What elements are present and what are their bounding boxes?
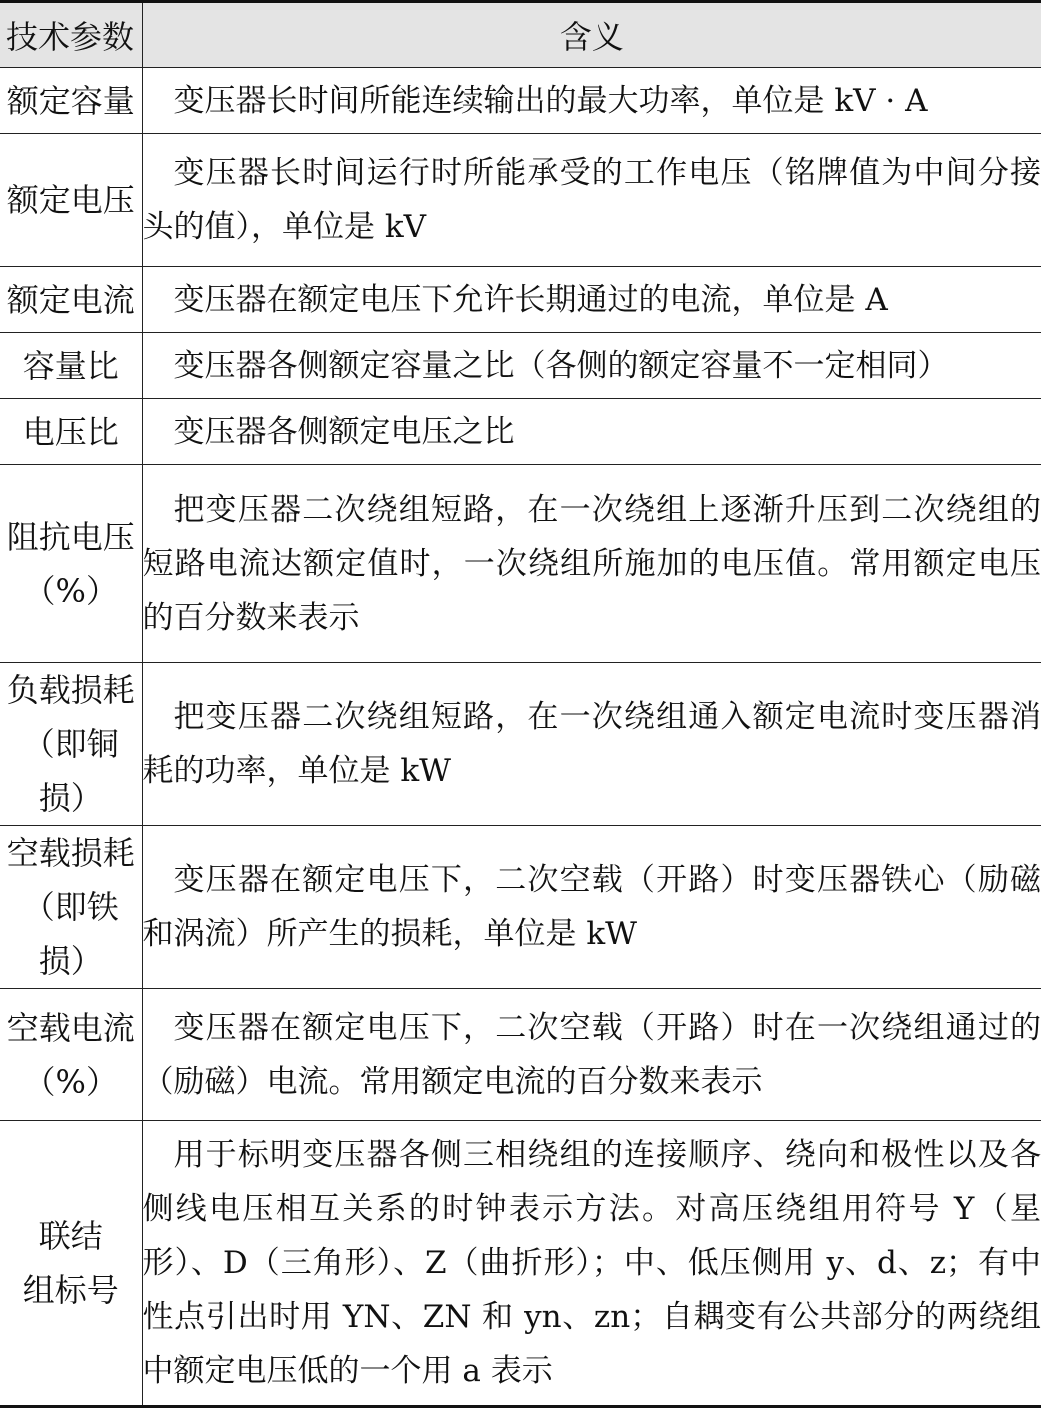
table-row — [0, 663, 1041, 826]
param-cell — [0, 663, 142, 826]
param-line: （%） — [23, 571, 118, 610]
meaning-cell: 变压器在额定电压下，二次空载（开路）时在一次绕组通过的（励磁）电流。常用额定电流的百分数来表示 — [142, 989, 1041, 1121]
param-line: 空载电流 — [6, 1008, 135, 1047]
table-row — [0, 1121, 1041, 1407]
table-row — [0, 267, 1041, 333]
table-row — [0, 399, 1041, 465]
meaning-cell: 变压器在额定电压下，二次空载（开路）时变压器铁心（励磁和涡流）所产生的损耗，单位是 kW — [142, 826, 1041, 989]
param-line: 额定电压 — [6, 181, 135, 219]
meaning-cell: 变压器长时间运行时所能承受的工作电压（铭牌值为中间分接头的值），单位是 kV — [142, 134, 1041, 267]
table-row — [0, 134, 1041, 267]
table-row — [0, 465, 1041, 663]
param-cell — [0, 399, 142, 465]
param-line: 电压比 — [22, 412, 119, 451]
table-row — [0, 68, 1041, 134]
param-line: 容量比 — [22, 346, 119, 385]
param-cell — [0, 465, 142, 663]
meaning-cell: 把变压器二次绕组短路，在一次绕组通入额定电流时变压器消耗的功率，单位是 kW — [142, 663, 1041, 826]
table-row — [0, 333, 1041, 399]
table-row — [0, 826, 1041, 989]
param-line: （即铜损） — [22, 725, 119, 817]
param-line: 空载损耗 — [6, 834, 135, 872]
param-cell — [0, 68, 142, 134]
header-param: 技术参数 — [0, 2, 142, 68]
param-cell — [0, 267, 142, 333]
meaning-cell: 把变压器二次绕组短路，在一次绕组上逐渐升压到二次绕组的短路电流达额定值时，一次绕组所施加的电压值。常用额定电压的百分数来表示 — [142, 465, 1041, 663]
param-line: 联结 — [38, 1217, 103, 1255]
meaning-cell: 变压器各侧额定容量之比（各侧的额定容量不一定相同） — [142, 333, 1041, 399]
meaning-cell: 用于标明变压器各侧三相绕组的连接顺序、绕向和极性以及各侧线电压相互关系的时钟表示方法。对高压绕组用符号 Y（星形）、D（三角形）、Z（曲折形）；中、低压侧用 y、d、z；有中性点引出时用 YN、ZN 和 yn、zn；自耦变有公共部分的两绕组中额定电压低的一个用 a 表示 — [142, 1121, 1041, 1407]
meaning-cell: 变压器在额定电压下允许长期通过的电流，单位是 A — [142, 267, 1041, 333]
param-cell — [0, 826, 142, 989]
meaning-cell: 变压器长时间所能连续输出的最大功率，单位是 kV · A — [142, 68, 1041, 134]
param-cell — [0, 1121, 142, 1407]
meaning-cell: 变压器各侧额定电压之比 — [142, 399, 1041, 465]
table-row — [0, 989, 1041, 1121]
param-line: （%） — [23, 1062, 118, 1101]
param-line: 组标号 — [22, 1271, 119, 1309]
param-cell — [0, 989, 142, 1121]
param-cell — [0, 333, 142, 399]
param-line: 负载损耗 — [6, 671, 135, 709]
param-line: 额定容量 — [6, 81, 135, 120]
param-line: 阻抗电压 — [6, 517, 135, 556]
table-header-row — [0, 2, 1041, 68]
header-meaning: 含义 — [142, 2, 1041, 68]
param-line: （即铁损） — [22, 888, 119, 980]
param-cell — [0, 134, 142, 267]
param-line: 额定电流 — [6, 280, 135, 319]
